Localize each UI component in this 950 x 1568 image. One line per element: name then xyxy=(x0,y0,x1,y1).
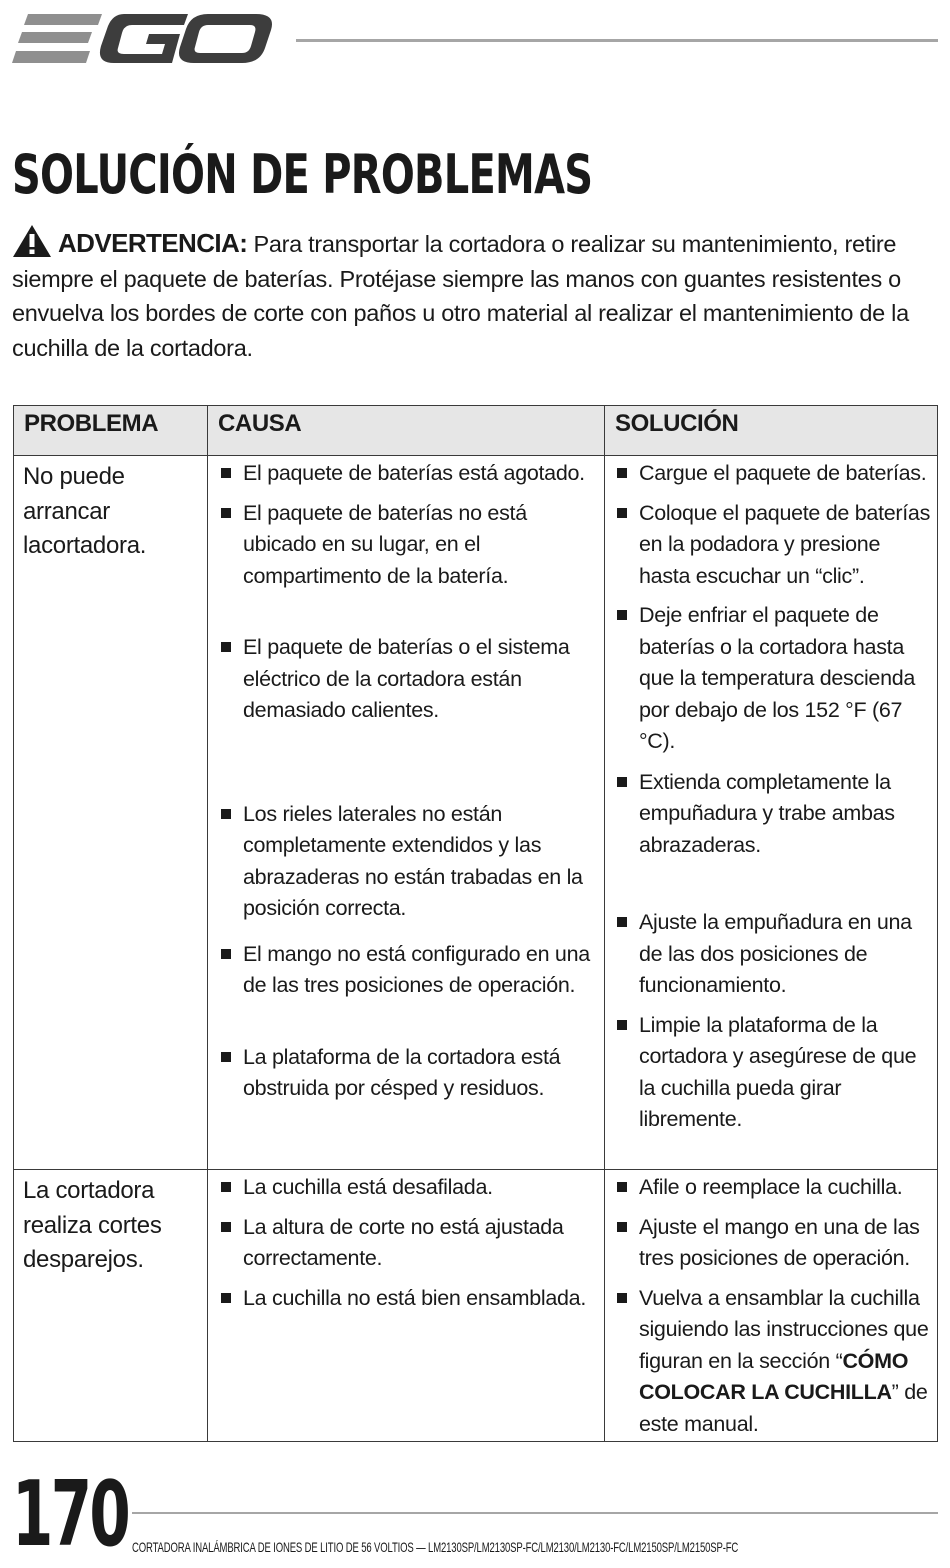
list-item: Coloque el paquete de baterías en la podadora y presione hasta escuchar un “clic”. xyxy=(614,498,933,593)
bullet-square-icon xyxy=(617,1222,627,1232)
list-item: La altura de corte no está ajustada correctamente. xyxy=(218,1212,596,1275)
list-item: Vuelva a ensamblar la cuchilla siguiendo las instrucciones que figuran en la sección “CÓMO COLOCAR LA CUCHILLA” de este manual. xyxy=(614,1283,933,1441)
table-header-row xyxy=(14,406,938,456)
table-row xyxy=(14,456,938,1170)
list-item: Afile o reemplace la cuchilla. xyxy=(614,1172,933,1204)
problem-cell: La cortadora realiza cortes desparejos. xyxy=(14,1170,208,1442)
list-item: Ajuste la empuñadura en una de las dos posiciones de funcionamiento. xyxy=(614,907,933,1002)
list-item: Los rieles laterales no están completamente extendidos y las abrazaderas no están trabadas en la posición correcta. xyxy=(218,799,596,925)
bullet-square-icon xyxy=(221,508,231,518)
list-item: Limpie la plataforma de la cortadora y asegúrese de que la cuchilla pueda girar libremente. xyxy=(614,1010,933,1136)
bullet-square-icon xyxy=(221,468,231,478)
cause-list xyxy=(208,1170,604,1314)
list-item: El paquete de baterías está agotado. xyxy=(218,458,596,490)
solution-list xyxy=(605,456,937,1136)
footer-text: CORTADORA INALÁMBRICA DE IONES DE LITIO DE 56 VOLTIOS — LM2130SP/LM2130SP-FC/LM2130/LM2130-FC/LM2150SP/LM2150SP-FC xyxy=(132,1539,739,1555)
cause-cell xyxy=(208,1170,605,1442)
list-item: La cuchilla no está bien ensamblada. xyxy=(218,1283,596,1315)
column-header-cause: CAUSA xyxy=(208,406,605,456)
bullet-square-icon xyxy=(617,917,627,927)
page-number: 170 xyxy=(12,1462,129,1567)
bullet-square-icon xyxy=(221,1052,231,1062)
section-reference: CÓMO COLOCAR LA CUCHILLA xyxy=(639,1348,909,1404)
list-item: El paquete de baterías o el sistema eléctrico de la cortadora están demasiado calientes. xyxy=(218,632,596,727)
list-item: Cargue el paquete de baterías. xyxy=(614,458,933,490)
warning-heading: ADVERTENCIA: xyxy=(58,228,248,258)
footer-rule xyxy=(132,1512,938,1514)
solution-cell xyxy=(605,1170,938,1442)
solution-list xyxy=(605,1170,937,1440)
list-item: Ajuste el mango en una de las tres posiciones de operación. xyxy=(614,1212,933,1275)
cause-list xyxy=(208,456,604,1105)
list-item: Deje enfriar el paquete de baterías o la cortadora hasta que la temperatura descienda por debajo de los 152 °F (67 °C). xyxy=(614,600,933,758)
problem-cell: No puede arrancar lacortadora. xyxy=(14,456,208,1170)
bullet-square-icon xyxy=(617,610,627,620)
page-title: SOLUCIÓN DE PROBLEMAS xyxy=(12,143,593,206)
bullet-square-icon xyxy=(617,508,627,518)
bullet-square-icon xyxy=(221,809,231,819)
list-item: Extienda completamente la empuñadura y trabe ambas abrazaderas. xyxy=(614,767,933,862)
header-rule xyxy=(296,39,938,42)
cause-cell xyxy=(208,456,605,1170)
warning-block xyxy=(12,224,917,365)
bullet-square-icon xyxy=(617,777,627,787)
bullet-square-icon xyxy=(221,949,231,959)
list-item: El paquete de baterías no está ubicado en su lugar, en el compartimento de la batería. xyxy=(218,498,596,593)
bullet-square-icon xyxy=(617,468,627,478)
list-item: La cuchilla está desafilada. xyxy=(218,1172,596,1204)
bullet-square-icon xyxy=(617,1182,627,1192)
list-item: La plataforma de la cortadora está obstruida por césped y residuos. xyxy=(218,1042,596,1105)
column-header-problem: PROBLEMA xyxy=(14,406,208,456)
bullet-square-icon xyxy=(221,642,231,652)
bullet-square-icon xyxy=(221,1182,231,1192)
warning-triangle-icon xyxy=(12,224,52,258)
warning-text: Para transportar la cortadora o realizar su mantenimiento, retire siempre el paquete de baterías. Protéjase siempre las manos con guantes resistentes o envuelva los bordes de corte con paños u otro material al realizar el mantenimiento de la cuchilla de la cortadora. xyxy=(12,231,909,361)
bullet-square-icon xyxy=(221,1293,231,1303)
solution-cell xyxy=(605,456,938,1170)
column-header-solution: SOLUCIÓN xyxy=(605,406,938,456)
ego-logo xyxy=(12,10,274,70)
troubleshooting-table xyxy=(13,405,938,1442)
bullet-square-icon xyxy=(617,1293,627,1303)
list-item: El mango no está configurado en una de las tres posiciones de operación. xyxy=(218,939,596,1002)
bullet-square-icon xyxy=(617,1020,627,1030)
table-row xyxy=(14,1170,938,1442)
bullet-square-icon xyxy=(221,1222,231,1232)
